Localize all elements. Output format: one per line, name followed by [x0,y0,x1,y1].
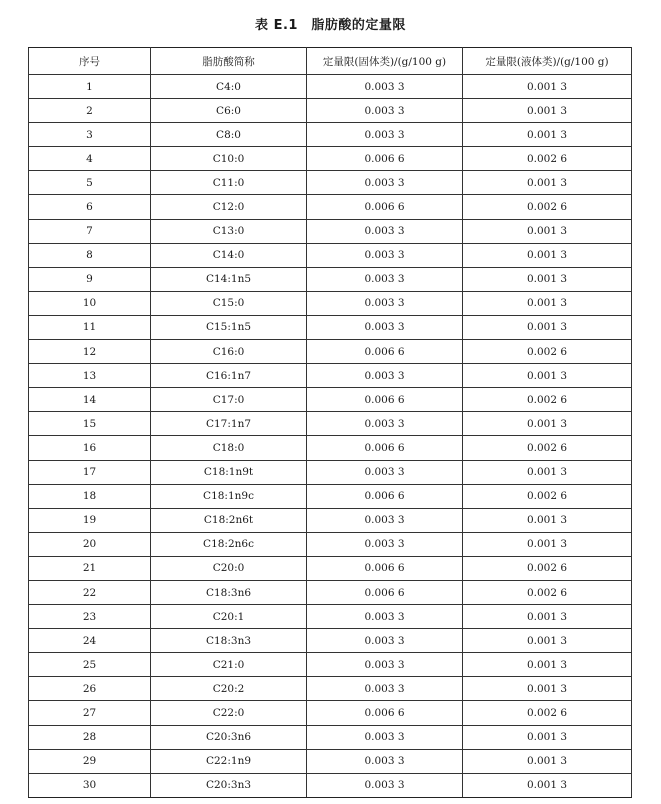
table-row [29,147,632,171]
cell-index: 14 [29,388,151,412]
cell-limit-solid: 0.003 3 [307,773,463,797]
cell-limit-liquid: 0.001 3 [463,460,632,484]
cell-limit-solid: 0.003 3 [307,219,463,243]
table-row [29,605,632,629]
cell-limit-solid: 0.003 3 [307,508,463,532]
cell-limit-liquid: 0.001 3 [463,532,632,556]
cell-limit-solid: 0.003 3 [307,460,463,484]
cell-fatty-acid: C22:1n9 [151,749,307,773]
cell-index: 15 [29,412,151,436]
cell-limit-liquid: 0.001 3 [463,364,632,388]
cell-index: 6 [29,195,151,219]
cell-fatty-acid: C18:2n6c [151,532,307,556]
cell-fatty-acid: C11:0 [151,171,307,195]
cell-limit-liquid: 0.001 3 [463,171,632,195]
cell-fatty-acid: C18:1n9c [151,484,307,508]
table-row [29,556,632,580]
cell-limit-liquid: 0.001 3 [463,267,632,291]
cell-index: 21 [29,556,151,580]
cell-index: 9 [29,267,151,291]
cell-limit-solid: 0.003 3 [307,629,463,653]
cell-fatty-acid: C18:2n6t [151,508,307,532]
table-row [29,267,632,291]
cell-limit-liquid: 0.001 3 [463,291,632,315]
cell-limit-solid: 0.003 3 [307,267,463,291]
table-row [29,773,632,797]
cell-fatty-acid: C4:0 [151,75,307,99]
cell-limit-solid: 0.003 3 [307,605,463,629]
cell-limit-liquid: 0.002 6 [463,340,632,364]
table-header-row [29,48,632,75]
table-row [29,243,632,267]
cell-fatty-acid: C20:1 [151,605,307,629]
cell-fatty-acid: C10:0 [151,147,307,171]
cell-index: 3 [29,123,151,147]
cell-limit-solid: 0.003 3 [307,99,463,123]
cell-index: 11 [29,315,151,339]
cell-limit-solid: 0.003 3 [307,171,463,195]
cell-limit-solid: 0.006 6 [307,340,463,364]
cell-limit-solid: 0.006 6 [307,388,463,412]
table-row [29,315,632,339]
cell-index: 27 [29,701,151,725]
header-index: 序号 [29,48,151,75]
cell-limit-liquid: 0.001 3 [463,629,632,653]
cell-fatty-acid: C20:3n6 [151,725,307,749]
cell-fatty-acid: C17:0 [151,388,307,412]
cell-index: 26 [29,677,151,701]
table-row [29,677,632,701]
cell-limit-liquid: 0.002 6 [463,388,632,412]
cell-limit-liquid: 0.001 3 [463,508,632,532]
cell-limit-liquid: 0.002 6 [463,147,632,171]
header-limit-liquid: 定量限(液体类)/(g/100 g) [463,48,632,75]
table-row [29,629,632,653]
cell-limit-solid: 0.006 6 [307,436,463,460]
cell-limit-liquid: 0.001 3 [463,725,632,749]
cell-index: 5 [29,171,151,195]
cell-index: 2 [29,99,151,123]
cell-index: 23 [29,605,151,629]
table-row [29,75,632,99]
cell-limit-liquid: 0.001 3 [463,315,632,339]
cell-fatty-acid: C18:3n3 [151,629,307,653]
table-row [29,532,632,556]
cell-limit-liquid: 0.001 3 [463,605,632,629]
table-row [29,364,632,388]
table-title: 表 E.1 脂肪酸的定量限 [255,18,406,33]
table-row [29,195,632,219]
cell-index: 16 [29,436,151,460]
cell-limit-liquid: 0.001 3 [463,412,632,436]
cell-limit-liquid: 0.002 6 [463,580,632,604]
cell-limit-solid: 0.003 3 [307,725,463,749]
cell-limit-liquid: 0.002 6 [463,484,632,508]
quantification-limit-table [28,47,632,798]
table-row [29,508,632,532]
cell-limit-solid: 0.003 3 [307,123,463,147]
cell-fatty-acid: C6:0 [151,99,307,123]
cell-fatty-acid: C12:0 [151,195,307,219]
cell-limit-liquid: 0.002 6 [463,701,632,725]
cell-limit-solid: 0.006 6 [307,556,463,580]
cell-limit-liquid: 0.001 3 [463,99,632,123]
cell-fatty-acid: C18:0 [151,436,307,460]
cell-limit-solid: 0.006 6 [307,147,463,171]
cell-index: 22 [29,580,151,604]
cell-fatty-acid: C15:0 [151,291,307,315]
table-row [29,171,632,195]
cell-limit-liquid: 0.002 6 [463,195,632,219]
table-row [29,412,632,436]
cell-fatty-acid: C14:1n5 [151,267,307,291]
cell-fatty-acid: C14:0 [151,243,307,267]
cell-fatty-acid: C20:3n3 [151,773,307,797]
cell-limit-solid: 0.003 3 [307,291,463,315]
cell-limit-liquid: 0.001 3 [463,749,632,773]
cell-index: 19 [29,508,151,532]
cell-limit-solid: 0.003 3 [307,364,463,388]
header-limit-solid: 定量限(固体类)/(g/100 g) [307,48,463,75]
cell-limit-liquid: 0.002 6 [463,556,632,580]
cell-limit-solid: 0.003 3 [307,315,463,339]
cell-limit-liquid: 0.001 3 [463,653,632,677]
cell-fatty-acid: C20:2 [151,677,307,701]
cell-fatty-acid: C16:1n7 [151,364,307,388]
table-row [29,580,632,604]
cell-fatty-acid: C21:0 [151,653,307,677]
cell-fatty-acid: C22:0 [151,701,307,725]
cell-index: 28 [29,725,151,749]
table-row [29,291,632,315]
cell-limit-liquid: 0.001 3 [463,243,632,267]
table-row [29,340,632,364]
cell-index: 13 [29,364,151,388]
cell-index: 7 [29,219,151,243]
cell-index: 30 [29,773,151,797]
cell-fatty-acid: C8:0 [151,123,307,147]
cell-index: 24 [29,629,151,653]
cell-limit-liquid: 0.001 3 [463,219,632,243]
cell-limit-liquid: 0.001 3 [463,773,632,797]
table-row [29,123,632,147]
cell-fatty-acid: C16:0 [151,340,307,364]
header-fatty-acid: 脂肪酸简称 [151,48,307,75]
cell-limit-liquid: 0.001 3 [463,123,632,147]
cell-fatty-acid: C18:3n6 [151,580,307,604]
cell-fatty-acid: C18:1n9t [151,460,307,484]
cell-limit-solid: 0.003 3 [307,412,463,436]
cell-index: 29 [29,749,151,773]
cell-fatty-acid: C20:0 [151,556,307,580]
cell-limit-liquid: 0.002 6 [463,436,632,460]
cell-limit-solid: 0.006 6 [307,701,463,725]
cell-index: 20 [29,532,151,556]
cell-limit-solid: 0.006 6 [307,195,463,219]
cell-index: 10 [29,291,151,315]
cell-limit-solid: 0.003 3 [307,243,463,267]
table-row [29,436,632,460]
table-body [29,75,632,798]
table-row [29,460,632,484]
cell-index: 1 [29,75,151,99]
table-row [29,701,632,725]
cell-limit-solid: 0.003 3 [307,532,463,556]
cell-index: 8 [29,243,151,267]
cell-fatty-acid: C15:1n5 [151,315,307,339]
cell-limit-solid: 0.003 3 [307,75,463,99]
cell-limit-liquid: 0.001 3 [463,677,632,701]
cell-limit-solid: 0.003 3 [307,749,463,773]
cell-fatty-acid: C17:1n7 [151,412,307,436]
table-row [29,99,632,123]
cell-index: 18 [29,484,151,508]
cell-limit-solid: 0.003 3 [307,677,463,701]
cell-limit-solid: 0.003 3 [307,653,463,677]
cell-index: 17 [29,460,151,484]
cell-limit-solid: 0.006 6 [307,484,463,508]
table-row [29,484,632,508]
cell-index: 12 [29,340,151,364]
cell-index: 4 [29,147,151,171]
table-row [29,388,632,412]
table-row [29,653,632,677]
table-row [29,219,632,243]
table-row [29,749,632,773]
cell-index: 25 [29,653,151,677]
cell-fatty-acid: C13:0 [151,219,307,243]
cell-limit-liquid: 0.001 3 [463,75,632,99]
table-row [29,725,632,749]
cell-limit-solid: 0.006 6 [307,580,463,604]
